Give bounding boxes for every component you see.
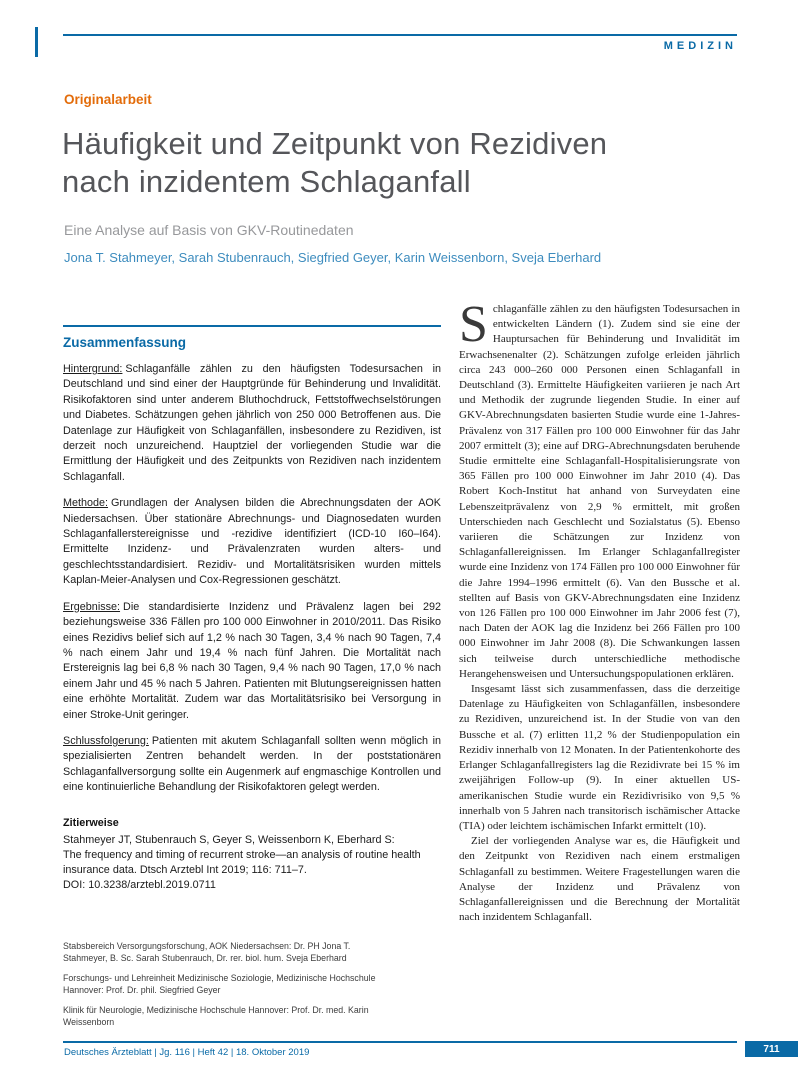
abstract-rule: [63, 325, 441, 327]
body-text-column: [459, 302, 740, 1038]
abstract-column: [63, 325, 441, 1037]
body-paragraph: Insgesamt lässt sich zusammenfassen, dass die derzeitige Datenlage zu Häufigkeiten von Schlaganfällen, insbesondere zu Rezidiven, unzureichend ist. In der Studie von van den Bussche et al. (7) erlitten 11,2 % der Studienpopulation ein Rezidiv innerhalb von 12 Monaten. In der Patientenkohorte des Erlanger Schlaganfallregisters lag die Rezidivrate bei 15 % im zweijährigen Follow-up (9). In einer aktuellen US-amerikanischen Studie wurde ein Rezidivrisiko von 9,5 % innerhalb von 5 Jahren nach transitorisch ischämischer Attacke (TIA) oder leichtem ischämischen Infarkt ermittelt (10).: [459, 683, 740, 832]
affiliation-note: Forschungs- und Lehreinheit Medizinische Soziologie, Medizinische Hochschule Hannover: Prof. Dr. phil. Siegfried Geyer: [63, 973, 376, 995]
abstract-section-label: Methode:: [63, 497, 109, 510]
abstract-section-label: Ergebnisse:: [63, 600, 121, 613]
page-number-badge: 711: [745, 1041, 798, 1057]
abstract-section-methods: [63, 496, 441, 588]
section-kicker: MEDIZIN: [663, 40, 737, 52]
abstract-section-text: Schlaganfälle zählen zu den häufigsten Todesursachen in Deutschland und sind einer der Hauptgründe für Behinderung und Invalidität. Risikofaktoren sind unter anderem Bluthochdruck, Fettstoffwechselstörungen und Diabetes. Schätzungen gehen jährlich von 250 000 Betroffenen aus. Die Datenlage zur Häufigkeit von Schlaganfällen, insbesondere zu Rezidiven, ist derzeit noch unzureichend. Hauptziel der vorliegenden Studie war die Ermittlung der Häufigkeit und des Zeitpunkts von Rezidiven nach inzidentem Schlaganfall.: [63, 363, 441, 483]
citation-reference: The frequency and timing of recurrent stroke—an analysis of routine health insurance data. Dtsch Arztebl Int 2019; 116: 711–7.: [63, 848, 421, 876]
abstract-section-text: Die standardisierte Inzidenz und Prävalenz lagen bei 292 beziehungsweise 336 Fällen pro 100 000 Einwohner in 2010/2011. Das Risiko eines Rezidivs belief sich auf 1,2 % nach 30 Tagen, 3,4 % nach 90 Tagen, 7,4 % nach einem Jahr und 19,4 % nach fünf Jahren. Die Mortalität nach Erstereignis lag bei 6,8 % nach 30 Tagen, 9,4 % nach 90 Tagen, 17,0 % nach einem Jahr und 45 % nach 5 Jahren. Patienten mit Blutungsereignissen hatten eine erhöhte Mortalität. Zudem war das Mortalitätsrisiko bei Versorgung in einer Stroke-Unit geringer.: [63, 600, 441, 721]
header-rule: [63, 34, 737, 36]
affiliation-note: Klinik für Neurologie, Medizinische Hochschule Hannover: Prof. Dr. med. Karin Weissenborn: [63, 1005, 369, 1027]
margin-mark: [35, 27, 38, 57]
abstract-section-conclusion: [63, 734, 441, 796]
body-paragraph: Ziel der vorliegenden Analyse war es, die Häufigkeit und den Zeitpunkt von Rezidiven nach einem erstmaligen Schlaganfall zu bestimmen. Weitere Fragestellungen waren die Analyse der Inzidenz und Prävalenz von Schlaganfallereignissen und die Berechnung der Mortalität nach inzidentem Schlaganfall.: [459, 835, 740, 924]
abstract-section-background: [63, 362, 441, 485]
authors-line: Jona T. Stahmeyer, Sarah Stubenrauch, Siegfried Geyer, Karin Weissenborn, Sveja Eberhard: [64, 250, 602, 265]
abstract-section-results: [63, 600, 441, 723]
citation-authors: Stahmeyer JT, Stubenrauch S, Geyer S, Weissenborn K, Eberhard S:: [63, 833, 395, 846]
page-title-line2: nach inzidentem Schlaganfall: [62, 164, 471, 199]
abstract-heading: Zusammenfassung: [63, 335, 187, 350]
article-type-label: Originalarbeit: [64, 92, 152, 107]
abstract-section-text: Grundlagen der Analysen bilden die Abrechnungsdaten der AOK Niedersachsen. Über stationäre Abrechnungs- und Diagnosedaten wurden Schlaganfallerstereignisse und -rezidive identifiziert (ICD-10 I60–I64). Ermittelte Inzidenz- und Prävalenzraten wurden alters- und geschlechtsstandardisiert. Rezidiv- und Mortalitätsrisiken wurden mittels Kaplan-Meier-Analysen und Cox-Regressionen geschätzt.: [63, 497, 441, 587]
abstract-section-label: Hintergrund:: [63, 363, 123, 375]
page-title-line1: Häufigkeit und Zeitpunkt von Rezidiven: [62, 126, 608, 161]
citation-doi: DOI: 10.3238/arztebl.2019.0711: [63, 878, 216, 891]
citation-heading: Zitierweise: [63, 816, 119, 829]
affiliations-block: [63, 941, 441, 1037]
page-subtitle: Eine Analyse auf Basis von GKV-Routinedaten: [64, 222, 354, 238]
body-paragraph-text: chlaganfälle zählen zu den häufigsten Todesursachen in entwickelten Ländern (1). Zudem sind sie eine der Hauptursachen für Behinderung und Invalidität im Erwachsenenalter (2). Schätzungen zufolge erleiden jährlich circa 243 000–260 000 Personen einen Schlaganfall in Deutschland (3). Ermittelte Häufigkeiten variieren je nach Art und Methodik der zugrunde liegenden Studie. In einer auf GKV-Abrechnungsdaten basierten Studie wurde eine 1-Jahres-Prävalenz von 317 Fällen pro 100 000 Einwohner für das Jahr 2007 ermittelt (3); eine auf DRG-Abrechnungsdaten beruhende Studie ermittelte eine Schlaganfall-Hospitalisierungsrate von 365 Fällen pro 100 000 Einwohner im Jahr 2010 (4). Das Robert Koch-Institut hat anhand von Surveydaten eine Lebenszeitprävalenz von 2,9 % ermittelt, mit großen Unterschieden nach Geschlecht und Sozialstatus (5). Ebenso variieren die Schätzungen zur Inzidenz von Schlaganfallereignissen. Im Erlanger Schlaganfallregister wurde eine Inzidenz von 174 Fällen pro 100 000 Einwohner für die Jahre 1994–1996 ermittelt (6). Van den Bussche et al. stellten auf Basis von GKV-Abrechnungsdaten eine Inzidenz von 126 Fällen pro 100 000 Einwohner im Jahr 2006 fest (7), nach Daten der AOK lag die Inzidenz bei 266 Fällen pro 100 000 Einwohner im Jahr 2008 (8). Die Schwankungen lassen sich teilweise durch unterschiedliche methodische Herangehensweisen und Untersuchungspopulationen erklären.: [459, 303, 740, 680]
journal-info: Deutsches Ärzteblatt | Jg. 116 | Heft 42 | 18. Oktober 2019: [64, 1047, 310, 1058]
footer-rule: [63, 1041, 737, 1043]
dropcap: S: [459, 302, 488, 353]
body-paragraph: [459, 302, 740, 682]
abstract-section-label: Schlussfolgerung:: [63, 734, 149, 747]
abstract-section-text: Patienten mit akutem Schlaganfall sollten wenn möglich in spezialisierten Zentren behandelt werden. In der poststationären Schlaganfallversorgung sollte ein Augenmerk auf engmaschige Kontrollen und eine kontinuierliche Behandlung der Risikofaktoren gelegt werden.: [63, 734, 441, 794]
page-title: [62, 125, 742, 201]
affiliation-note: Stabsbereich Versorgungsforschung, AOK Niedersachsen: Dr. PH Jona T. Stahmeyer, B. Sc. Sarah Stubenrauch, Dr. rer. biol. hum. Sveja Eberhard: [63, 941, 351, 963]
